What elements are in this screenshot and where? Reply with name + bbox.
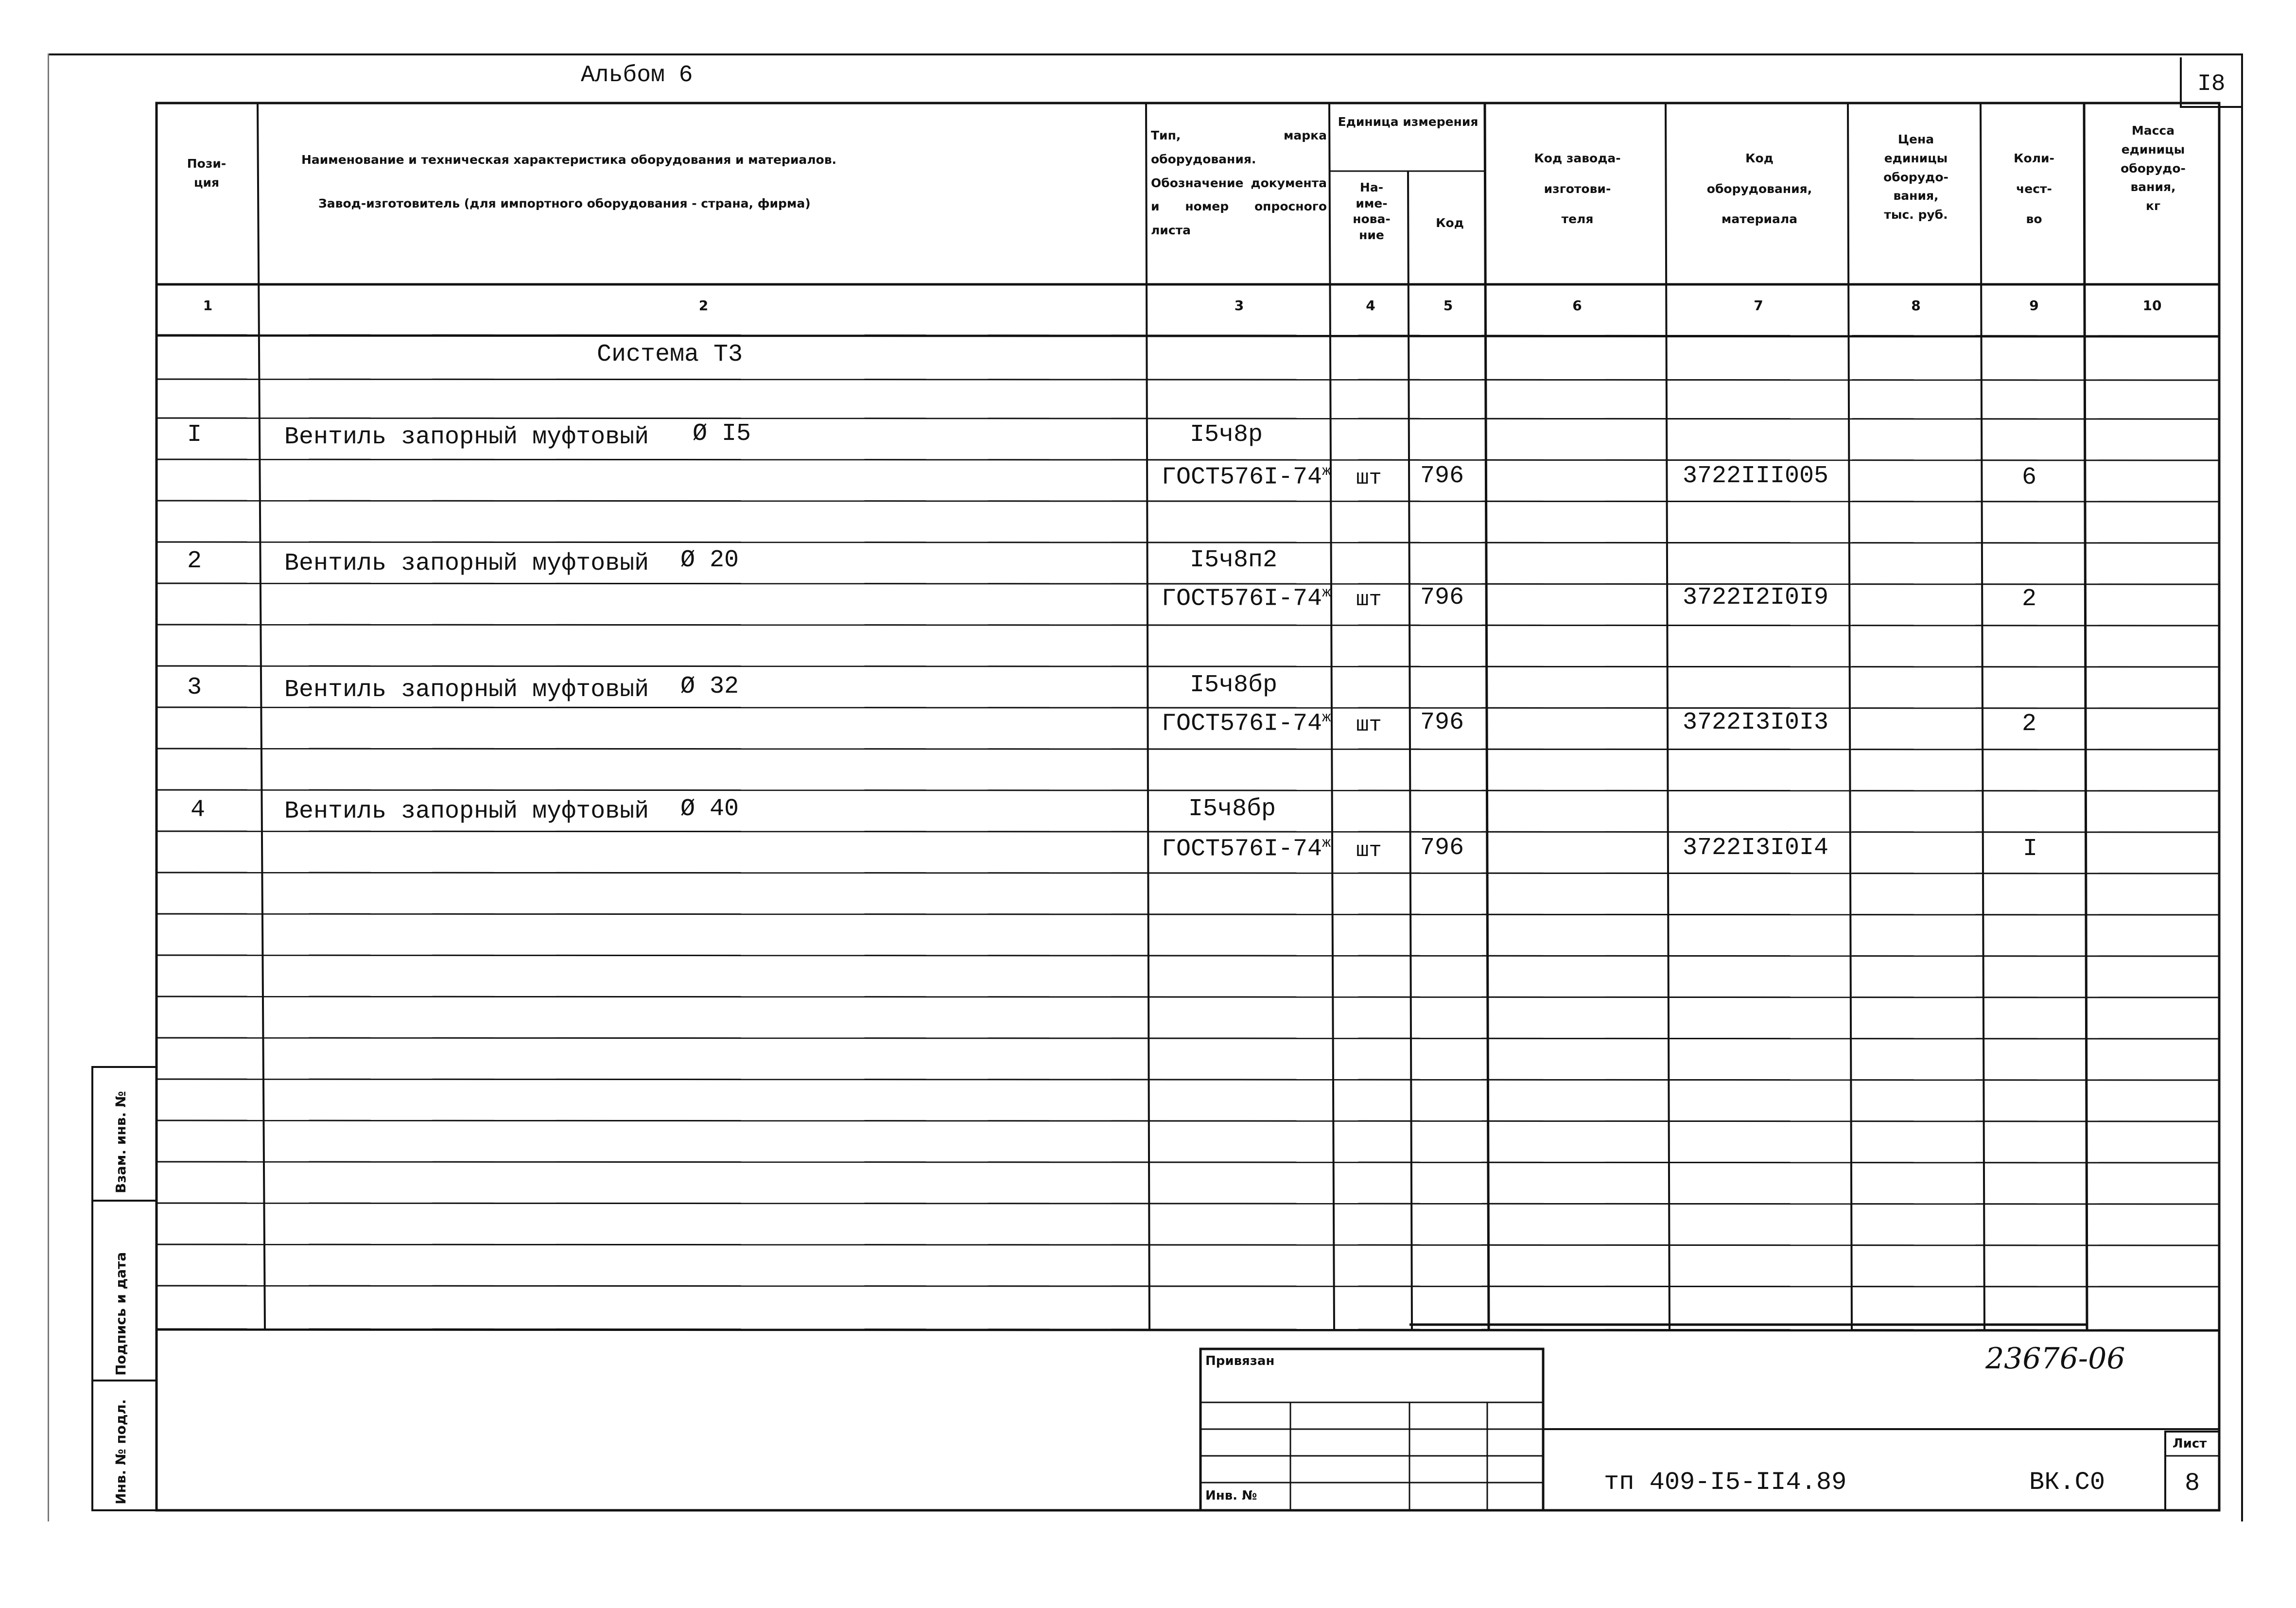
- column-number: 3: [1234, 297, 1244, 314]
- item-equipment-code: 3722I3I0I4: [1683, 834, 1829, 862]
- side-stamp-replace-inv: Взам. инв. №: [113, 1091, 129, 1193]
- header-position: Пози- ция: [187, 157, 226, 190]
- item-diameter: Ø 20: [680, 546, 739, 574]
- section-title: Система Т3: [597, 341, 743, 368]
- header-name-line2: Завод-изготовитель (для импортного оборудования - страна, фирма): [318, 196, 811, 210]
- item-diameter: Ø I5: [693, 420, 751, 448]
- item-position: 4: [191, 796, 206, 824]
- item-type: I5ч8бр: [1188, 795, 1276, 823]
- column-number: 4: [1366, 297, 1375, 314]
- side-stamp-signature-date: Подпись и дата: [113, 1252, 129, 1376]
- header-unit-name: На- име- нова- ние: [1353, 180, 1391, 242]
- header-mass: Масса единицы оборудо- вания, кг: [2121, 123, 2186, 213]
- item-quantity: 6: [2022, 464, 2037, 491]
- sheet-number: 8: [2185, 1469, 2200, 1498]
- item-quantity: I: [2023, 835, 2038, 863]
- column-number: 5: [1443, 297, 1453, 314]
- item-quantity: 2: [2022, 585, 2037, 613]
- item-unit-code: 796: [1420, 709, 1464, 736]
- linked-label: Привязан: [1205, 1354, 1275, 1368]
- item-name: Вентиль запорный муфтовый: [284, 676, 649, 704]
- item-equipment-code: 3722III005: [1683, 462, 1829, 490]
- sheet-label: Лист: [2173, 1436, 2207, 1451]
- header-unit-group: Единица измерения: [1338, 115, 1478, 129]
- item-doc: $ГОСТ576I-74^ж$: [1162, 463, 1331, 491]
- column-number: 7: [1754, 297, 1763, 314]
- item-diameter: Ø 40: [680, 795, 739, 823]
- sheet-corner-number: I8: [2197, 71, 2226, 97]
- item-unit: шт: [1356, 839, 1382, 863]
- header-name-line1: Наименование и техническая характеристика оборудования и материалов.: [301, 153, 837, 167]
- item-name: Вентиль запорный муфтовый: [284, 798, 649, 825]
- item-type: I5ч8бр: [1190, 671, 1278, 699]
- item-position: 2: [187, 547, 202, 575]
- item-type: I5ч8р: [1190, 421, 1263, 449]
- header-price: Цена единицы оборудо- вания, тыс. руб.: [1883, 132, 1948, 222]
- item-doc: $ГОСТ576I-74^ж$: [1162, 710, 1331, 738]
- handwritten-number: 23676-06: [1985, 1342, 2125, 1376]
- side-stamp-inv-orig: Инв. № подл.: [113, 1399, 129, 1504]
- header-plant-code: Код завода- изготови- теля: [1534, 151, 1621, 226]
- item-unit: шт: [1356, 713, 1382, 737]
- item-unit-code: 796: [1420, 462, 1464, 490]
- item-doc: $ГОСТ576I-74^ж$: [1162, 835, 1331, 863]
- header-unit-code: Код: [1436, 216, 1464, 230]
- item-unit: шт: [1356, 466, 1382, 490]
- item-position: I: [187, 421, 202, 449]
- doc-designation: тп 409-I5-II4.89: [1604, 1468, 1847, 1497]
- item-name: Вентиль запорный муфтовый: [284, 550, 649, 577]
- item-unit-code: 796: [1420, 834, 1464, 862]
- item-name: Вентиль запорный муфтовый: [284, 423, 649, 451]
- column-number: 2: [698, 297, 709, 314]
- column-number: 6: [1572, 297, 1582, 314]
- item-position: 3: [187, 674, 202, 701]
- item-quantity: 2: [2022, 710, 2037, 738]
- item-equipment-code: 3722I2I0I9: [1683, 584, 1829, 612]
- section-code: ВК.С0: [2029, 1468, 2105, 1497]
- item-equipment-code: 3722I3I0I3: [1683, 709, 1829, 736]
- item-unit: шт: [1356, 588, 1382, 612]
- item-doc: $ГОСТ576I-74^ж$: [1162, 585, 1331, 613]
- header-quantity: Коли- чест- во: [2014, 151, 2054, 226]
- item-diameter: Ø 32: [680, 673, 739, 700]
- inv-no-label: Инв. №: [1205, 1488, 1257, 1503]
- column-number: 9: [2029, 297, 2039, 314]
- item-type: I5ч8п2: [1190, 546, 1278, 574]
- header-equipment-code: Код оборудования, материала: [1706, 151, 1812, 226]
- column-number: 8: [1911, 297, 1921, 314]
- album-label: Альбом 6: [581, 62, 693, 88]
- column-number: 10: [2142, 297, 2162, 314]
- item-unit-code: 796: [1420, 584, 1464, 612]
- column-number: 1: [203, 297, 213, 314]
- header-type: Тип, марка оборудования. Обозначение документа и номер опросного листа: [1151, 128, 1327, 237]
